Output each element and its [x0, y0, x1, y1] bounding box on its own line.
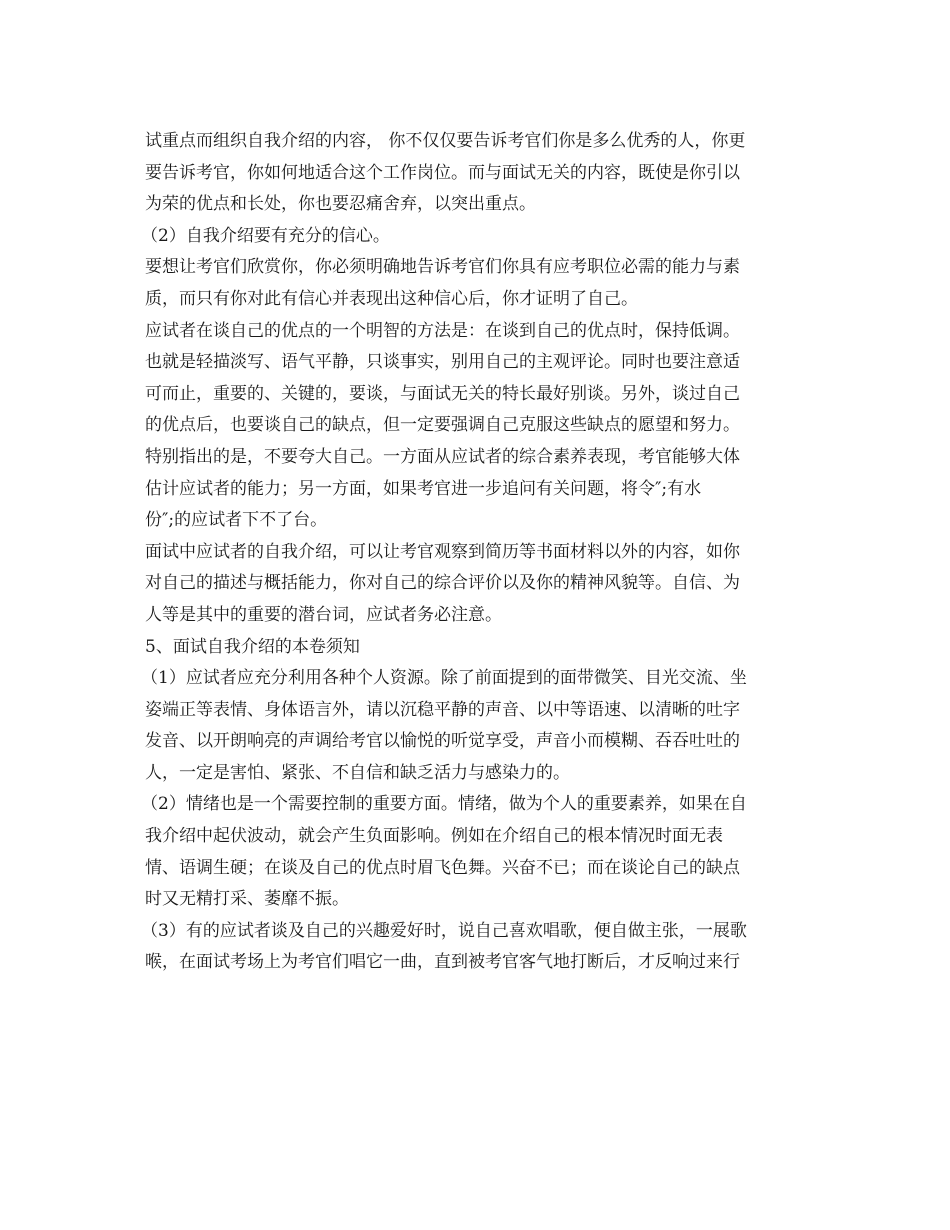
text-line: （2）情绪也是一个需要控制的重要方面。情绪，做为个人的重要素养，如果在自	[141, 794, 747, 815]
text-line: 5、面试自我介绍的本卷须知	[145, 636, 360, 657]
text-line: 为荣的优点和长处，你也要忍痛舍弃，以突出重点。	[145, 194, 536, 215]
text-line: 特别指出的是，不要夸大自己。一方面从应试者的综合素养表现，考官能够大体	[145, 446, 740, 467]
text-line: 可而止，重要的、关键的，要谈，与面试无关的特长最好别谈。另外，谈过自己	[145, 383, 740, 404]
text-line: 人，一定是害怕、紧张、不自信和缺乏活力与感染力的。	[145, 762, 570, 783]
text-line: 姿端正等表情、身体语言外，请以沉稳平静的声音、以中等语速、以清晰的吐字	[145, 699, 740, 720]
text-line: 要想让考官们欣赏你，你必须明确地告诉考官们你具有应考职位必需的能力与素	[145, 257, 740, 278]
text-line: 试重点而组织自我介绍的内容， 你不仅仅要告诉考官们你是多么优秀的人，你更	[145, 131, 746, 151]
text-line: 情、语调生硬；在谈及自己的优点时眉飞色舞。兴奋不已；而在谈论自己的缺点	[145, 857, 740, 878]
text-line: 也就是轻描淡写、语气平静，只谈事实，别用自己的主观评论。同时也要注意适	[145, 352, 740, 373]
text-line: （2）自我介绍要有充分的信心。	[141, 225, 390, 246]
document-body	[141, 126, 815, 979]
text-line: 对自己的描述与概括能力，你对自己的综合评价以及你的精神风貌等。自信、为	[145, 573, 740, 594]
text-line: 我介绍中起伏波动，就会产生负面影响。例如在介绍自己的根本情况时面无表	[145, 826, 723, 847]
text-line: 人等是其中的重要的潜台词，应试者务必注意。	[145, 604, 502, 625]
text-line: 应试者在谈自己的优点的一个明智的方法是：在谈到自己的优点时，保持低调。	[145, 320, 740, 341]
text-line: （3）有的应试者谈及自己的兴趣爱好时，说自己喜欢唱歌，便自做主张，一展歌	[141, 920, 747, 941]
text-line: 份″;的应试者下不了台。	[145, 510, 328, 531]
text-line: 的优点后，也要谈自己的缺点，但一定要强调自己克服这些缺点的愿望和努力。	[145, 415, 740, 436]
text-line: 估计应试者的能力；另一方面，如果考官进一步追问有关问题，将令″;有水	[145, 478, 702, 499]
text-line: 喉，在面试考场上为考官们唱它一曲，直到被考官客气地打断后，才反响过来行	[145, 952, 740, 973]
text-line: 面试中应试者的自我介绍，可以让考官观察到简历等书面材料以外的内容，如你	[145, 541, 740, 562]
text-line: 发音、以开朗响亮的声调给考官以愉悦的听觉享受，声音小而模糊、吞吞吐吐的	[145, 731, 740, 752]
text-line: （1）应试者应充分利用各种个人资源。除了前面提到的面带微笑、目光交流、坐	[141, 668, 747, 689]
text-line: 时又无精打采、萎靡不振。	[145, 889, 349, 910]
text-line: 质，而只有你对此有信心并表现出这种信心后，你才证明了自己。	[145, 288, 638, 309]
text-line: 要告诉考官，你如何地适合这个工作岗位。而与面试无关的内容，既使是你引以	[145, 162, 740, 183]
